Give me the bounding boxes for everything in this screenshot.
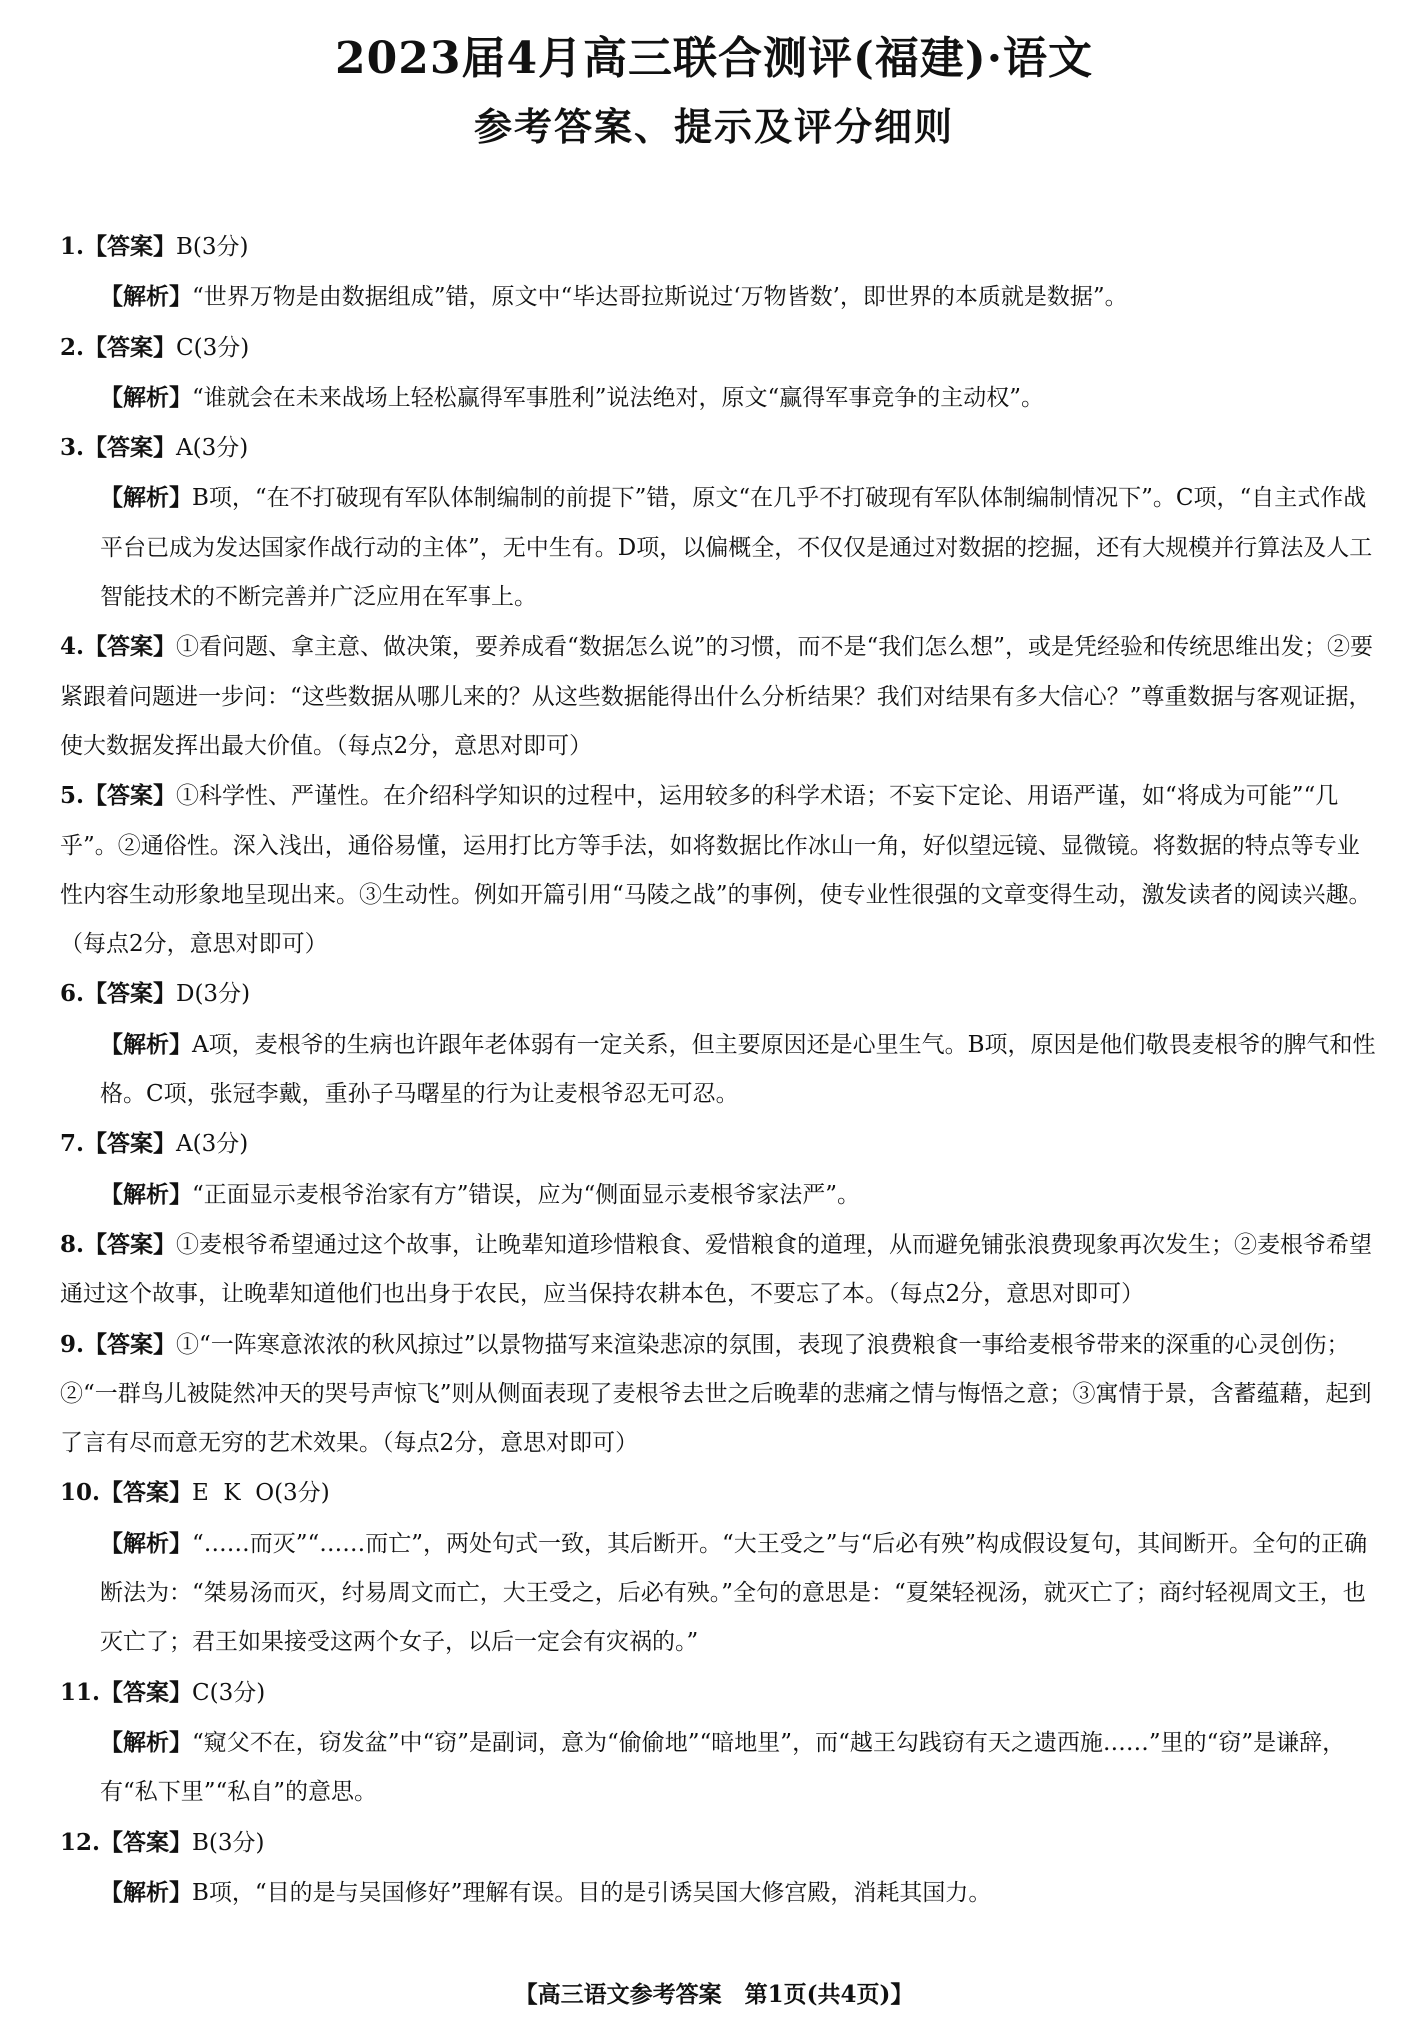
question-number: 2. (60, 333, 85, 361)
explanation-tag: 【解析】 (100, 1030, 192, 1058)
answer-tag: 【答案】 (84, 434, 177, 462)
answer-text: ①麦根爷希望通过这个故事，让晚辈知道珍惜粮食、爱惜粮食的道理，从而避免铺张浪费现象再次发生；②麦根爷希望通过这个故事，让晚辈知道他们也出身于农民，应当保持农耕本色，不要忘了本。（每点2分，意思对即可） (60, 1231, 1373, 1308)
answer-text: B(3分) (192, 1829, 265, 1856)
question-8-answer (60, 1220, 1380, 1320)
explanation-tag: 【解析】 (100, 1180, 192, 1208)
question-number: 9. (60, 1330, 85, 1358)
question-2-explanation (60, 373, 1380, 423)
answer-tag: 【答案】 (84, 233, 177, 260)
question-11-answer (60, 1668, 1380, 1718)
answer-tag: 【答案】 (84, 980, 177, 1008)
answer-text: D(3分) (176, 981, 251, 1008)
explanation-tag: 【解析】 (100, 1728, 192, 1756)
question-1-explanation (60, 272, 1380, 322)
explanation-tag: 【解析】 (100, 283, 192, 311)
answer-text: C(3分) (176, 334, 250, 361)
answer-tag: 【答案】 (84, 1330, 177, 1358)
explanation-tag: 【解析】 (100, 1529, 192, 1557)
answer-text: ①科学性、严谨性。在介绍科学知识的过程中，运用较多的科学术语；不妄下定论、用语严谨，如“将成为可能”“几乎”。②通俗性。深入浅出，通俗易懂，运用打比方等手法，如将数据比作冰山一角，好似望远镜、显微镜。将数据的特点等专业性内容生动形象地呈现出来。③生动性。例如开篇引用“马陵之战”的事例，使专业性很强的文章变得生动，激发读者的阅读兴趣。（每点2分，意思对即可） (60, 783, 1372, 958)
explanation-text: A项，麦根爷的生病也许跟年老体弱有一定关系，但主要原因还是心里生气。B项，原因是他们敬畏麦根爷的脾气和性格。C项，张冠李戴，重孙子马曙星的行为让麦根爷忍无可忍。 (100, 1031, 1376, 1108)
question-6-answer (60, 969, 1380, 1019)
answer-text: A(3分) (176, 1131, 249, 1158)
question-number: 5. (60, 782, 85, 810)
answer-text: ①看问题、拿主意、做决策，要养成看“数据怎么说”的习惯，而不是“我们怎么想”，或是凭经验和传统思维出发；②要紧跟着问题进一步问：“这些数据从哪儿来的？从这些数据能得出什么分析结果？我们对结果有多大信心？”尊重数据与客观证据，使大数据发挥出最大价值。（每点2分，意思对即可） (60, 634, 1374, 759)
answer-tag: 【答案】 (84, 1230, 177, 1258)
answer-text: C(3分) (192, 1679, 266, 1706)
explanation-tag: 【解析】 (100, 383, 192, 411)
question-number: 6. (60, 980, 85, 1008)
question-7-answer (60, 1119, 1380, 1169)
question-4-answer (60, 622, 1380, 771)
question-number: 1. (60, 233, 85, 260)
explanation-tag: 【解析】 (100, 484, 192, 512)
explanation-text: B项，“在不打破现有军队体制编制的前提下”错，原文“在几乎不打破现有军队体制编制情况下”。C项，“自主式作战平台已成为发达国家作战行动的主体”，无中生有。D项，以偏概全，不仅仅是通过对数据的挖掘，还有大规模并行算法及人工智能技术的不断完善并广泛应用在军事上。 (100, 485, 1373, 611)
question-number: 12. (60, 1828, 101, 1856)
answer-tag: 【答案】 (84, 1130, 177, 1158)
answer-text: B(3分) (176, 234, 249, 260)
explanation-text: “……而灭”“……而亡”，两处句式一致，其后断开。“大王受之”与“后必有殃”构成假设复句，其间断开。全句的正确断法为：“桀易汤而灭，纣易周文而亡，大王受之，后必有殃。”全句的意思是：“夏桀轻视汤，就灭亡了；商纣轻视周文王，也灭亡了；君王如果接受这两个女子，以后一定会有灾祸的。” (100, 1530, 1368, 1656)
question-3-answer (60, 423, 1380, 473)
question-10-answer (60, 1468, 1380, 1518)
answer-tag: 【答案】 (100, 1479, 193, 1507)
question-2-answer (60, 323, 1380, 373)
question-12-explanation (60, 1868, 1380, 1918)
question-7-explanation (60, 1170, 1380, 1220)
question-11-explanation (60, 1718, 1380, 1818)
page-footer: 【高三语文参考答案 第1页(共4页)】 (514, 1981, 914, 2008)
question-5-answer (60, 771, 1380, 969)
question-number: 11. (60, 1678, 101, 1706)
question-number: 3. (60, 434, 85, 462)
answer-tag: 【答案】 (100, 1828, 193, 1856)
question-9-answer (60, 1320, 1380, 1469)
answer-text: E K O(3分) (192, 1480, 330, 1507)
answer-text: A(3分) (176, 435, 249, 462)
page-title: 2023届4月高三联合测评(福建)·语文 (334, 33, 1094, 84)
explanation-text: “世界万物是由数据组成”错，原文中“毕达哥拉斯说过‘万物皆数’，即世界的本质就是数据”。 (192, 284, 1128, 311)
explanation-text: B项，“目的是与吴国修好”理解有误。目的是引诱吴国大修宫殿，消耗其国力。 (192, 1879, 992, 1906)
page-subtitle: 参考答案、提示及评分细则 (473, 104, 954, 149)
answer-list (60, 222, 1380, 1918)
question-6-explanation (60, 1020, 1380, 1120)
explanation-tag: 【解析】 (100, 1878, 192, 1906)
answer-tag: 【答案】 (84, 782, 177, 810)
question-12-answer (60, 1818, 1380, 1868)
answer-text: ①“一阵寒意浓浓的秋风掠过”以景物描写来渲染悲凉的氛围，表现了浪费粮食一事给麦根爷带来的深重的心灵创伤；②“一群鸟儿被陡然冲天的哭号声惊飞”则从侧面表现了麦根爷去世之后晚辈的悲痛之情与悔悟之意；③寓情于景，含蓄蕴藉，起到了言有尽而意无穷的艺术效果。（每点2分，意思对即可） (60, 1331, 1372, 1457)
answer-tag: 【答案】 (84, 633, 177, 661)
question-number: 7. (60, 1130, 85, 1158)
answer-tag: 【答案】 (84, 333, 177, 361)
question-number: 8. (60, 1230, 85, 1258)
question-number: 10. (60, 1479, 101, 1507)
explanation-text: “正面显示麦根爷治家有方”错误，应为“侧面显示麦根爷家法严”。 (192, 1181, 861, 1208)
question-number: 4. (60, 633, 85, 661)
question-10-explanation (60, 1519, 1380, 1668)
answer-tag: 【答案】 (100, 1678, 193, 1706)
explanation-text: “谁就会在未来战场上轻松赢得军事胜利”说法绝对，原文“赢得军事竞争的主动权”。 (192, 384, 1045, 411)
explanation-text: “窥父不在，窃发盆”中“窃”是副词，意为“偷偷地”“暗地里”，而“越王勾践窃有天之遗西施……”里的“窃”是谦辞，有“私下里”“私自”的意思。 (100, 1729, 1346, 1806)
question-1-answer (60, 222, 1380, 272)
question-3-explanation (60, 473, 1380, 622)
